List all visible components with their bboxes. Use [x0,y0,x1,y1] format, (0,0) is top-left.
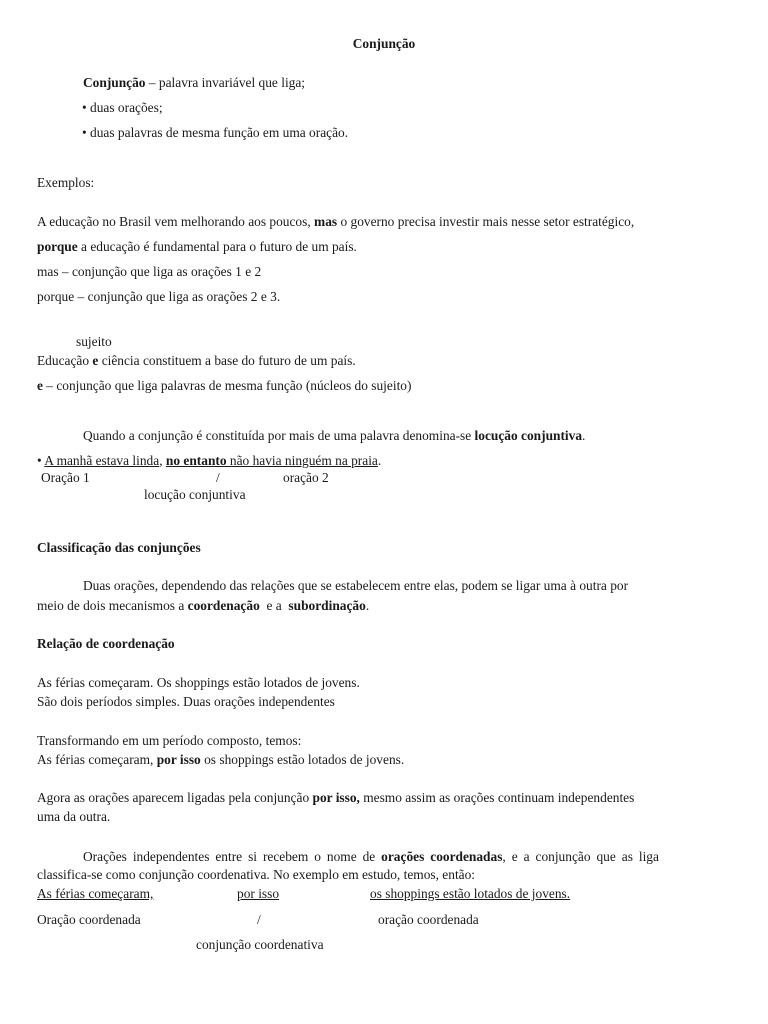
example1-line2: porque a educação é fundamental para o futuro de um país. [37,239,357,254]
locucao-intro: Quando a conjunção é constituída por mais de uma palavra denomina-se locução conjuntiva. [83,428,586,443]
coord-slash-divider: / [257,912,261,927]
oracao-coordenada-label-2: oração coordenada [378,912,479,927]
classificacao-heading: Classificação das conjunções [37,540,201,555]
classificacao-para-line1: Duas orações, dependendo das relações que se estabelecem entre elas, podem se ligar uma à outra por [83,578,629,593]
coordenacao-heading: Relação de coordenação [37,636,175,651]
coordenacao-line3: Transformando em um período composto, temos: [37,733,302,748]
coord-example-oracao1: As férias começaram, [37,886,154,901]
locucao-conjuntiva-label: locução conjuntiva [144,487,246,502]
page-title: Conjunção [352,36,416,51]
definition-term: Conjunção [83,75,146,90]
example1-note2: porque – conjunção que liga as orações 2 e 3. [37,289,281,304]
coordenacao-line4: As férias começaram, por isso os shoppings estão lotados de jovens. [37,752,405,767]
classificacao-para-line2: meio de dois mecanismos a coordenação e a subordinação. [37,598,370,613]
sujeito-label: sujeito [76,334,112,349]
coordenacao-line5: Agora as orações aparecem ligadas pela conjunção por isso, mesmo assim as orações continuam independentes [37,790,635,805]
slash-divider: / [216,470,220,485]
example1-note1: mas – conjunção que liga as orações 1 e 2 [37,264,262,279]
coordenacao-line1: As férias começaram. Os shoppings estão lotados de jovens. [37,675,360,690]
oracao2-label: oração 2 [283,470,329,485]
coordenadas-para-line2: classifica-se como conjunção coordenativa. No exemplo em estudo, temos, então: [37,867,476,882]
example2-note: e – conjunção que liga palavras de mesma função (núcleos do sujeito) [37,378,412,393]
oracao-coordenada-label-1: Oração coordenada [37,912,141,927]
examples-label: Exemplos: [37,175,95,190]
definition-line: Conjunção – palavra invariável que liga; [83,75,306,90]
definition-bullet-1: • duas orações; [82,100,163,115]
locucao-example: • A manhã estava linda, no entanto não havia ninguém na praia. [37,453,382,468]
example2-line: Educação e ciência constituem a base do futuro de um país. [37,353,356,368]
oracao1-label: Oração 1 [41,470,90,485]
coordenacao-line6: uma da outra. [37,809,111,824]
coord-example-oracao2: os shoppings estão lotados de jovens. [370,886,571,901]
example1-line1: A educação no Brasil vem melhorando aos poucos, mas o governo precisa investir mais nesse setor estratégico, [37,214,635,229]
definition-bullet-2: • duas palavras de mesma função em uma oração. [82,125,349,140]
coordenadas-para-line1: Orações independentes entre si recebem o nome de orações coordenadas, e a conjunção que as liga [83,849,659,864]
coord-example-conjuncao: por isso [237,886,280,901]
conjuncao-coordenativa-label: conjunção coordenativa [196,937,324,952]
coordenacao-line2: São dois períodos simples. Duas orações independentes [37,694,335,709]
